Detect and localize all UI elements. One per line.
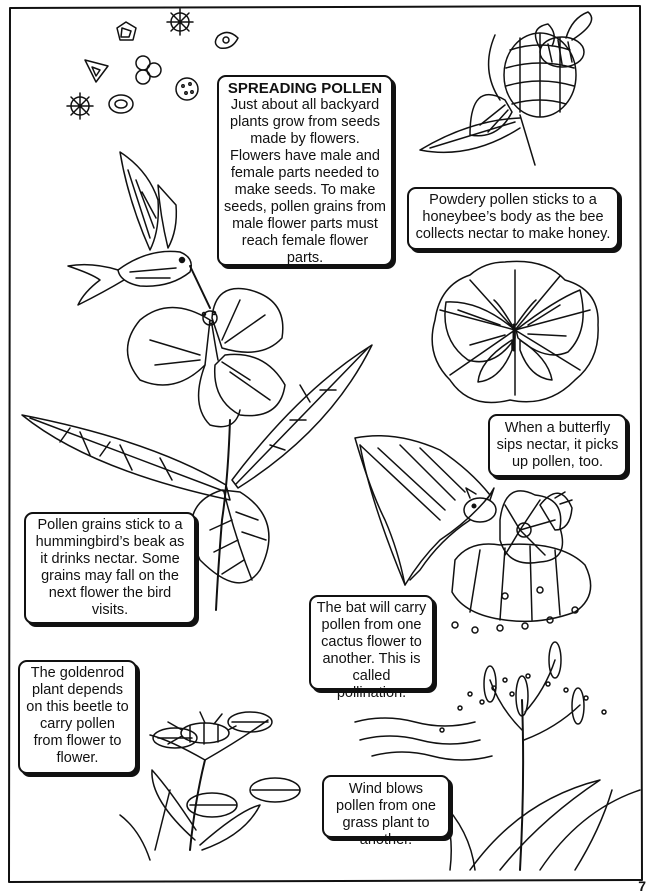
caption-spreading-pollen: [217, 75, 393, 266]
beetle: [168, 712, 236, 744]
pollen-grains: [67, 9, 238, 119]
caption-text: When a butterfly sips nectar, it picks up pollen, too.: [496, 420, 619, 470]
page-number: 7: [638, 878, 646, 894]
honeybee-on-clover: [420, 12, 592, 165]
hummingbird: [68, 152, 210, 308]
caption-beetle: [18, 660, 137, 774]
butterfly-on-zinnia: [432, 261, 598, 402]
caption-text: Powdery pollen sticks to a honeybee’s body as the bee collects nectar to make honey.: [415, 192, 611, 242]
caption-text: Just about all backyard plants grow from seeds made by flowers. Flowers have male and female parts needed to make seeds. To make seeds, pollen grains from male flower parts must reach female flower parts.: [224, 97, 386, 266]
caption-text: Pollen grains stick to a hummingbird’s beak as it drinks nectar. Some grains may fall on the next flower the bird visits.: [35, 517, 185, 618]
goldenrod: [120, 712, 300, 860]
caption-hummingbird: [24, 512, 196, 624]
cactus-flower: [452, 491, 591, 633]
caption-text: The goldenrod plant depends on this beetle to carry pollen from flower to flower.: [26, 665, 129, 766]
bat: [355, 436, 496, 585]
caption-butterfly: [488, 414, 627, 477]
caption-title: SPREADING POLLEN: [227, 80, 383, 97]
caption-text: The bat will carry pollen from one cactus flower to another. This is called pollination.: [316, 600, 427, 701]
caption-bat: [309, 595, 434, 701]
caption-wind: [322, 775, 450, 848]
caption-text: Wind blows pollen from one grass plant to another.: [336, 781, 436, 848]
grass: [440, 642, 640, 870]
caption-honeybee: [407, 187, 619, 250]
